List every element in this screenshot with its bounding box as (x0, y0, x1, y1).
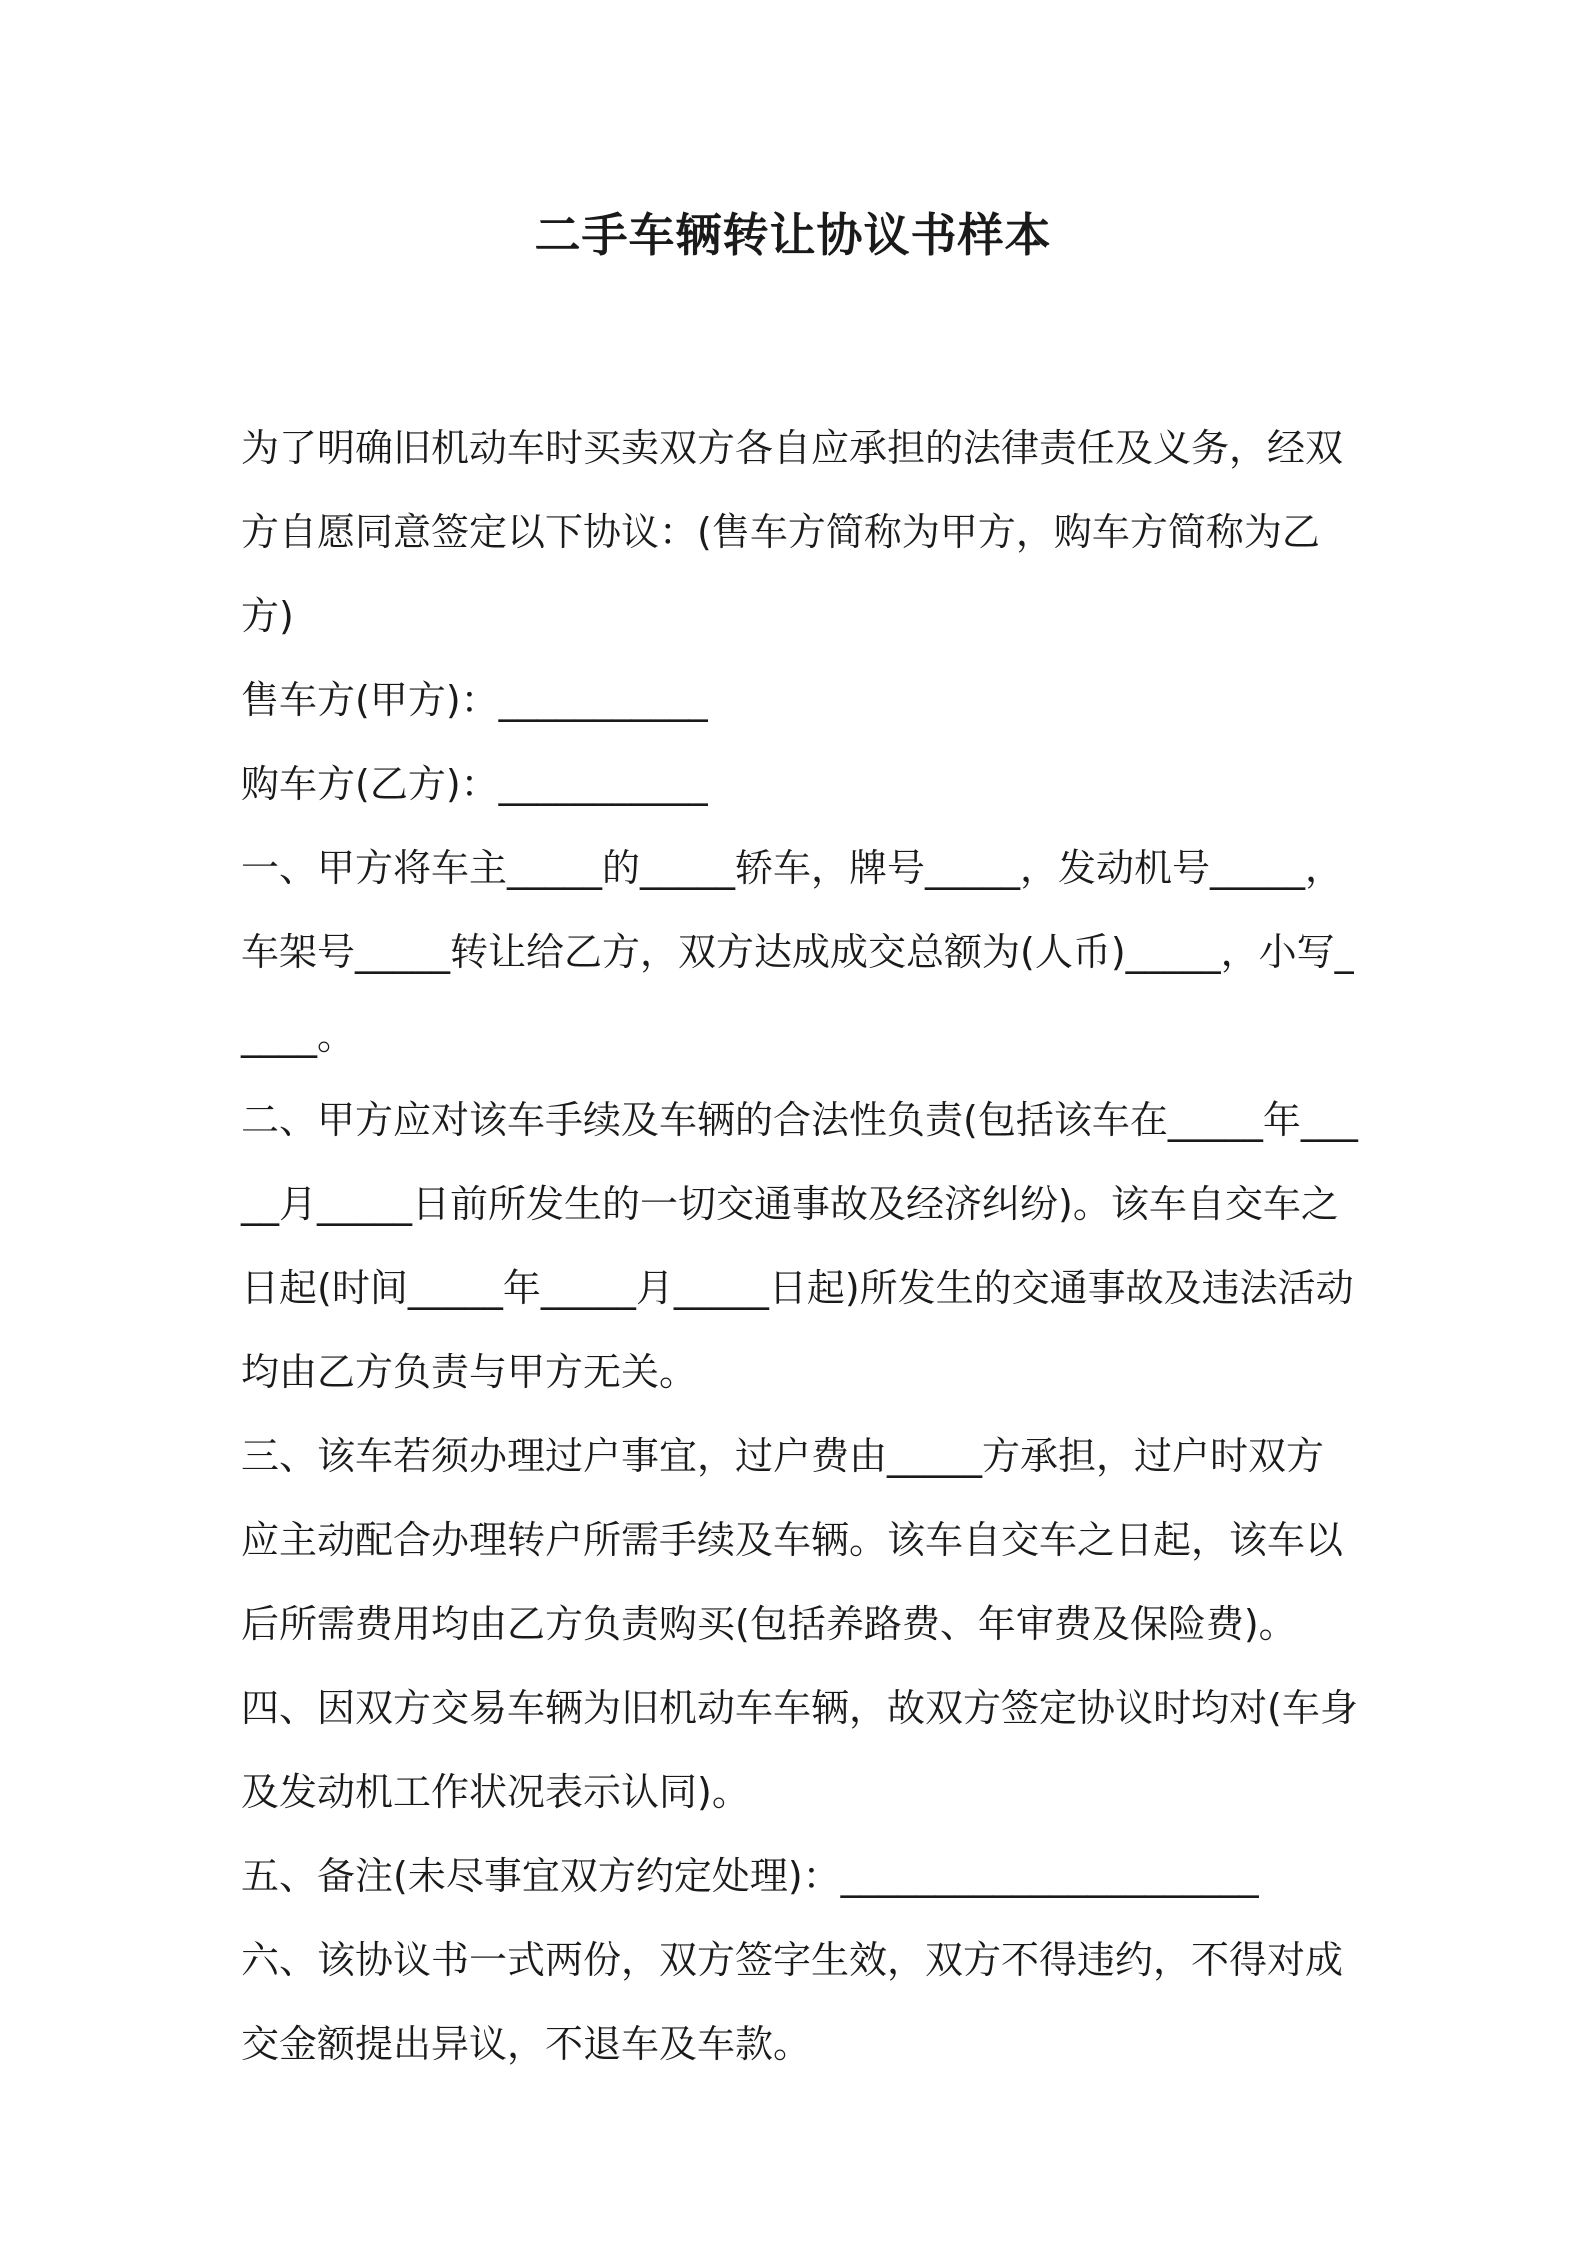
clause-3: 三、该车若须办理过户事宜，过户费由_____方承担，过户时双方应主动配合办理转户所需手续及车辆。该车自交车之日起，该车以后所需费用均由乙方负责购买(包括养路费、年审费及保险费)。 (241, 1434, 1344, 1646)
document-title: 二手车辆转让协议书样本 (534, 208, 1052, 262)
clause-6: 六、该协议书一式两份，双方签字生效，双方不得违约，不得对成交金额提出异议，不退车及车款。 (241, 1938, 1344, 2066)
intro-paragraph: 为了明确旧机动车时买卖双方各自应承担的法律责任及义务，经双方自愿同意签定以下协议：(售车方简称为甲方，购车方简称为乙方) (241, 426, 1344, 638)
clause-5: 五、备注(未尽事宜双方约定处理)：______________________ (241, 1854, 1259, 1898)
buyer-line: 购车方(乙方)：___________ (241, 762, 708, 806)
clause-1: 一、甲方将车主_____的_____轿车，牌号_____，发动机号_____，车架号_____转让给乙方，双方达成成交总额为(人币)_____，小写_____。 (241, 846, 1354, 1058)
document-body (241, 406, 1361, 2086)
clause-2: 二、甲方应对该车手续及车辆的合法性负责(包括该车在_____年_____月_____日前所发生的一切交通事故及经济纠纷)。该车自交车之日起(时间_____年_____月_____日起)所发生的交通事故及违法活动均由乙方负责与甲方无关。 (241, 1098, 1358, 1394)
seller-line: 售车方(甲方)：___________ (241, 678, 708, 722)
clause-4: 四、因双方交易车辆为旧机动车车辆，故双方签定协议时均对(车身及发动机工作状况表示认同)。 (241, 1686, 1358, 1814)
